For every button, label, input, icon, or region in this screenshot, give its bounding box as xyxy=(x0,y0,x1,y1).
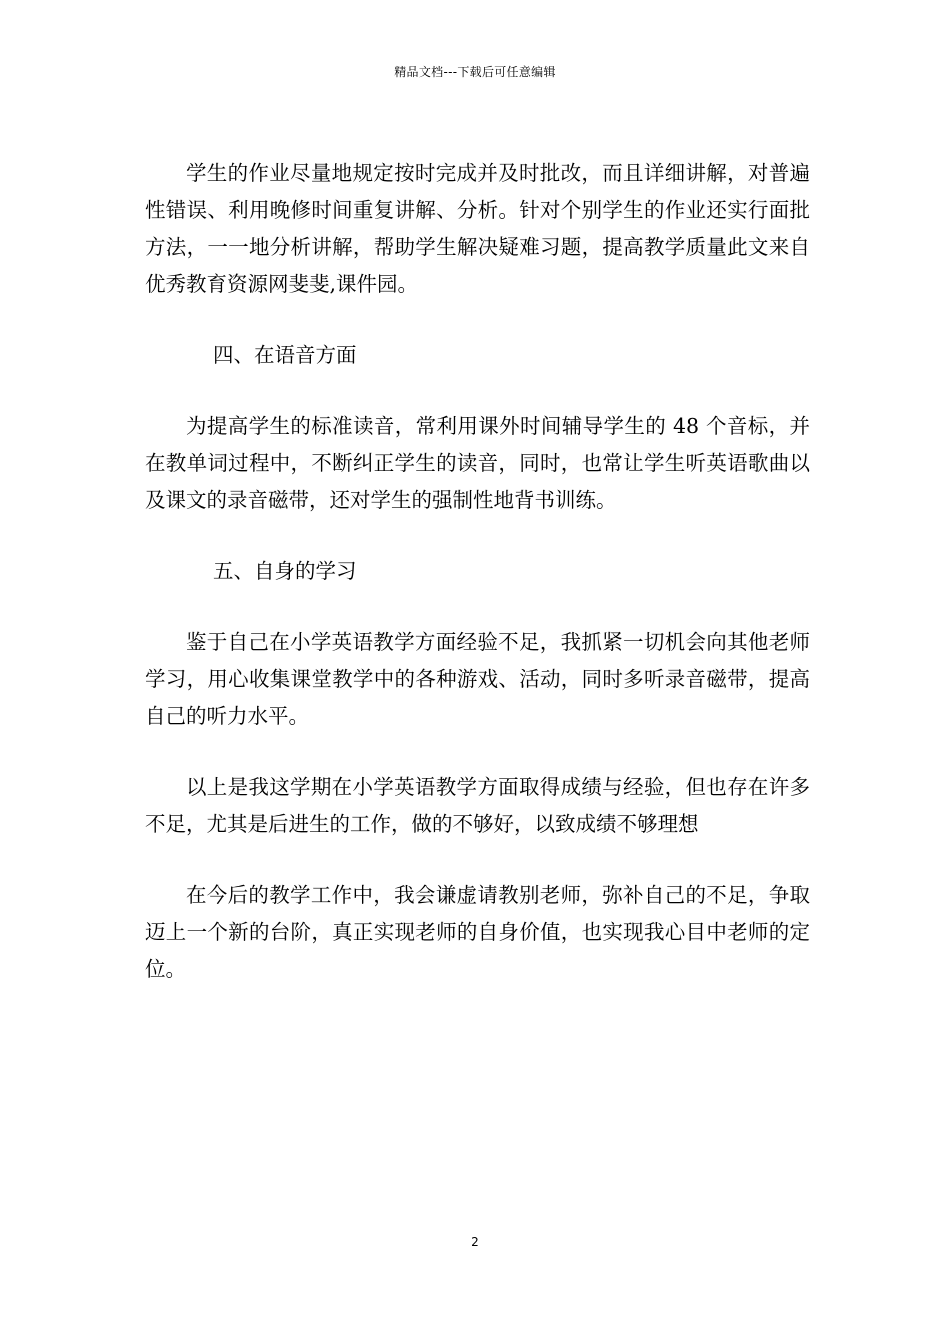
paragraph-homework: 学生的作业尽量地规定按时完成并及时批改，而且详细讲解，对普遍性错误、利用晚修时间重复讲解、分析。针对个别学生的作业还实行面批方法，一一地分析讲解，帮助学生解决疑难习题，提高教学质量此文来自优秀教育资源网斐斐,课件园。 xyxy=(145,161,810,296)
paragraph-future-plan: 在今后的教学工作中，我会谦虚请教别老师，弥补自己的不足，争取迈上一个新的台阶，真正实现老师的自身价值，也实现我心目中老师的定位。 xyxy=(145,883,810,981)
paragraph-self-study: 鉴于自己在小学英语教学方面经验不足，我抓紧一切机会向其他老师学习，用心收集课堂教学中的各种游戏、活动，同时多听录音磁带，提高自己的听力水平。 xyxy=(145,630,810,728)
paragraph-pronunciation: 为提高学生的标准读音，常利用课外时间辅导学生的 48 个音标，并在教单词过程中，不断纠正学生的读音，同时，也常让学生听英语歌曲以及课文的录音磁带，还对学生的强制性地背书训练。 xyxy=(145,414,810,512)
page-number: 2 xyxy=(471,1235,479,1249)
section-heading-self-study: 五、自身的学习 xyxy=(213,559,357,583)
page-header: 精品文档---下载后可任意编辑 xyxy=(394,65,556,79)
section-heading-pronunciation: 四、在语音方面 xyxy=(213,343,357,367)
document-body xyxy=(145,155,810,1022)
paragraph-summary: 以上是我这学期在小学英语教学方面取得成绩与经验，但也存在许多不足，尤其是后进生的工作，做的不够好，以致成绩不够理想 xyxy=(145,775,810,836)
